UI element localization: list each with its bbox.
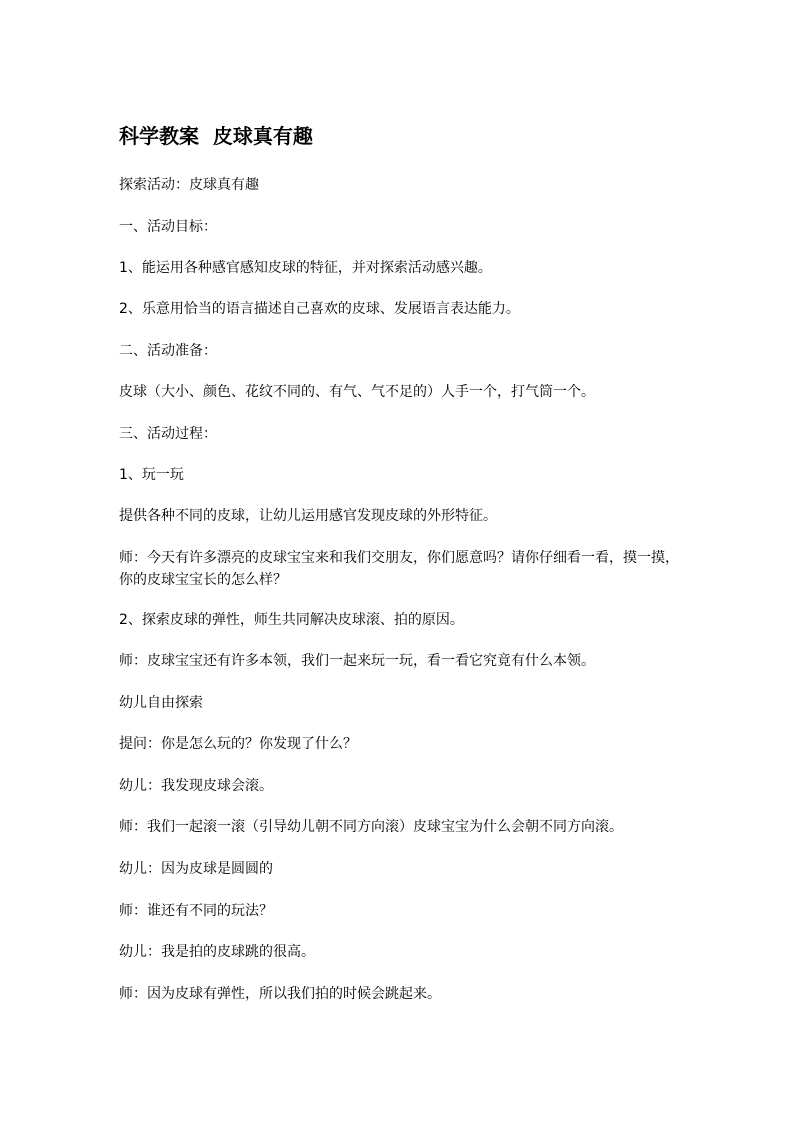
preparation-text: 皮球（大小、颜色、花纹不同的、有气、气不足的）人手一个，打气筒一个。 — [119, 384, 595, 400]
child-free-explore: 幼儿自由探索 — [119, 695, 203, 711]
goal-item-2: 2、乐意用恰当的语言描述自己喜欢的皮球、发展语言表达能力。 — [119, 301, 520, 317]
child-line-roll: 幼儿：我发现皮球会滚。 — [119, 778, 273, 794]
process-step-1-desc: 提供各种不同的皮球，让幼儿运用感官发现皮球的外形特征。 — [119, 508, 497, 524]
question-line: 提问：你是怎么玩的？你发现了什么？ — [119, 736, 357, 752]
goal-item-1: 1、能运用各种感官感知皮球的特征，并对探索活动感兴趣。 — [119, 260, 492, 276]
process-step-2: 2、探索皮球的弹性，师生共同解决皮球滚、拍的原因。 — [119, 612, 464, 628]
heading-preparation: 二、活动准备： — [119, 343, 217, 359]
heading-process: 三、活动过程： — [119, 426, 217, 442]
paragraph-activity-name: 探索活动：皮球真有趣 — [119, 177, 259, 193]
process-step-1: 1、玩一玩 — [119, 467, 184, 483]
child-line-round: 幼儿：因为皮球是圆圆的 — [119, 861, 273, 877]
teacher-line-skills: 师：皮球宝宝还有许多本领，我们一起来玩一玩，看一看它究竟有什么本领。 — [119, 653, 595, 669]
heading-goals: 一、活动目标： — [119, 219, 217, 235]
teacher-line-roll: 师：我们一起滚一滚（引导幼儿朝不同方向滚）皮球宝宝为什么会朝不同方向滚。 — [119, 819, 623, 835]
child-line-bounce: 幼儿：我是拍的皮球跳的很高。 — [119, 944, 315, 960]
teacher-line-elastic: 师：因为皮球有弹性，所以我们拍的时候会跳起来。 — [119, 986, 441, 1002]
document-title: 科学教案 皮球真有趣 — [119, 124, 313, 148]
teacher-line-intro: 师：今天有许多漂亮的皮球宝宝来和我们交朋友，你们愿意吗？请你仔细看一看，摸一摸，你的皮球宝宝长的怎么样？ — [119, 550, 679, 588]
teacher-line-other: 师：谁还有不同的玩法？ — [119, 903, 273, 919]
